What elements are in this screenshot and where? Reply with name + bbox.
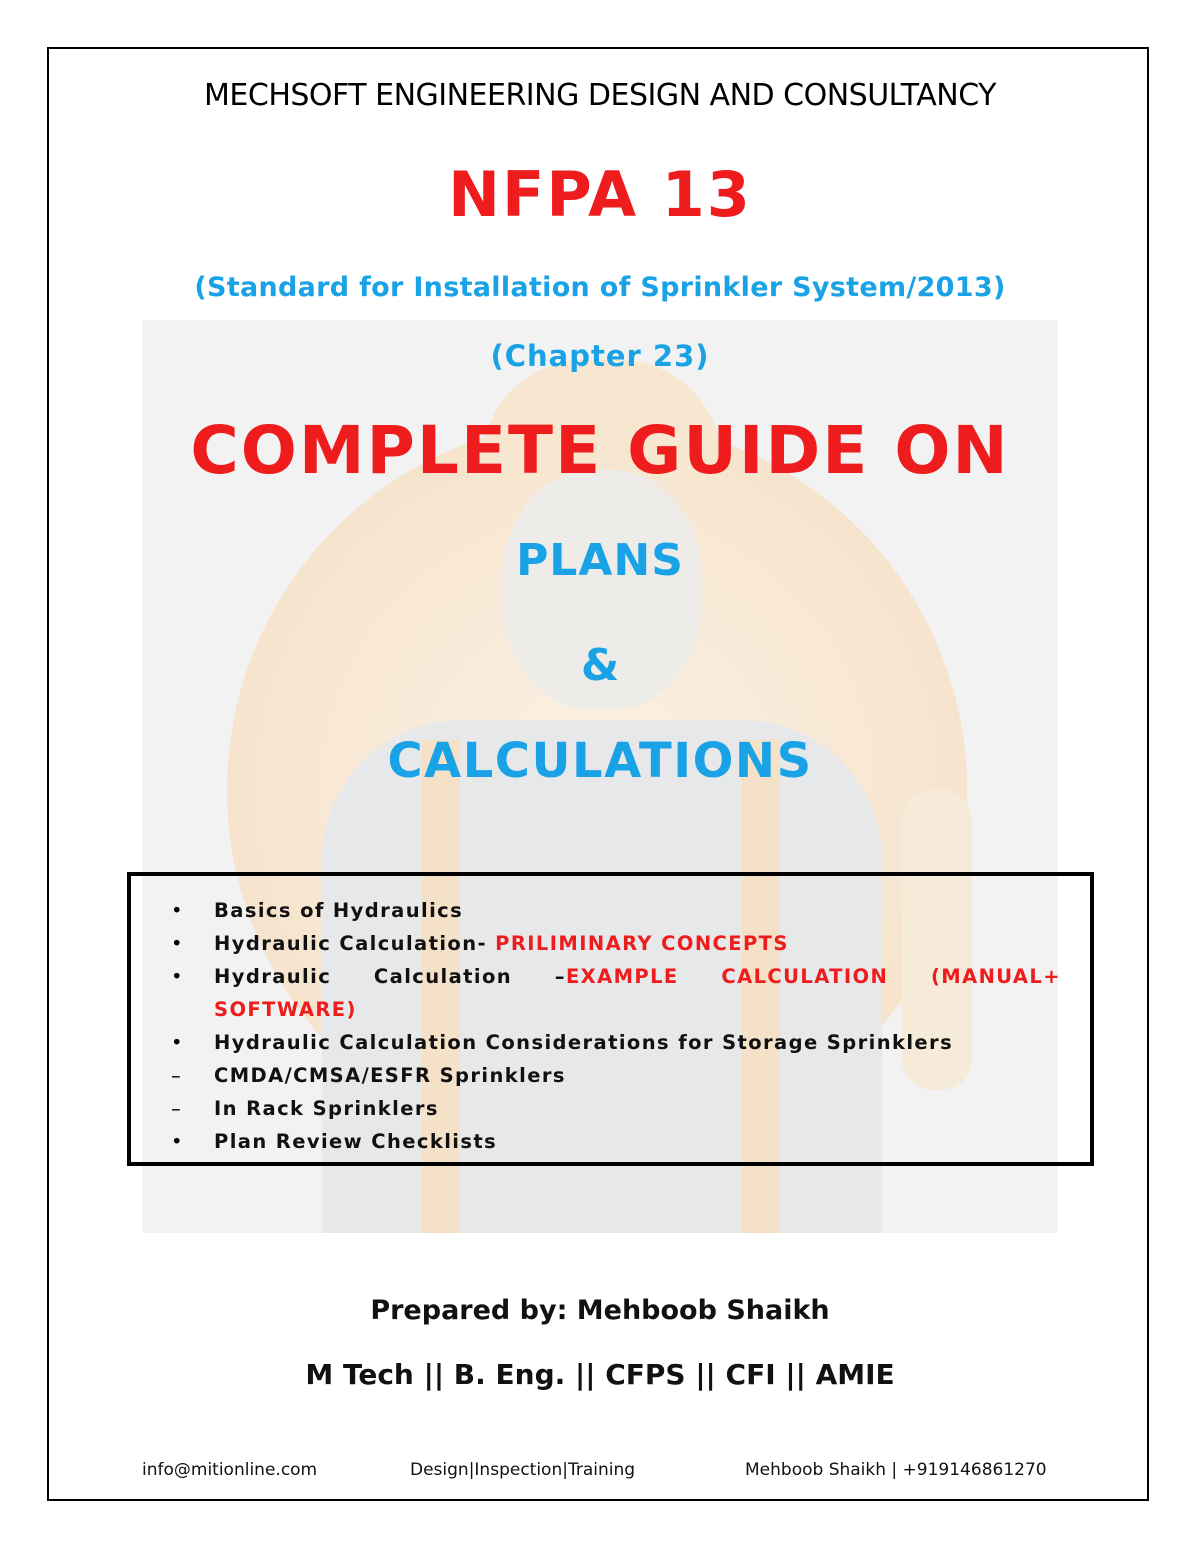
- topic-text: Hydraulic Calculation-: [214, 932, 496, 955]
- standard-code: NFPA 13: [448, 158, 752, 231]
- dash-icon: –: [171, 1064, 183, 1087]
- footer-services: Design|Inspection|Training: [410, 1460, 636, 1480]
- guide-title: COMPLETE GUIDE ON: [190, 412, 1010, 489]
- footer-contact: Mehboob Shaikh | +919146861270: [745, 1460, 1047, 1480]
- bullet-icon: •: [171, 1130, 184, 1153]
- topic-text: In Rack Sprinklers: [214, 1097, 439, 1120]
- topic-subitem: [171, 1092, 1061, 1125]
- topic-item: [171, 1125, 1061, 1158]
- topic-item: [171, 1026, 1061, 1059]
- prepared-by: Prepared by: Mehboob Shaikh: [370, 1295, 830, 1326]
- topic-highlight: EXAMPLE CALCULATION (MANUAL+: [565, 965, 1061, 988]
- dash-icon: –: [171, 1097, 183, 1120]
- topic-item: [171, 960, 1061, 993]
- bullet-icon: •: [171, 932, 184, 955]
- topic-item: [171, 927, 1061, 960]
- bullet-icon: •: [171, 965, 184, 988]
- topic-text: Hydraulic Calculation Considerations for Storage Sprinklers: [214, 1031, 954, 1054]
- plans-title: PLANS: [516, 535, 684, 586]
- company-name: MECHSOFT ENGINEERING DESIGN AND CONSULTANCY: [204, 78, 996, 113]
- bullet-icon: •: [171, 899, 184, 922]
- ampersand: &: [580, 640, 620, 691]
- topic-subitem: [171, 1059, 1061, 1092]
- topic-text: Hydraulic Calculation –: [214, 965, 566, 988]
- topic-item: [171, 894, 1061, 927]
- standard-title: (Standard for Installation of Sprinkler System/2013): [194, 272, 1006, 303]
- footer-email: info@mitionline.com: [142, 1460, 318, 1480]
- topic-highlight-continuation: SOFTWARE): [214, 998, 357, 1021]
- chapter-label: (Chapter 23): [490, 339, 710, 373]
- topic-item-continuation: [171, 993, 1061, 1026]
- author-credentials: M Tech || B. Eng. || CFPS || CFI || AMIE: [305, 1358, 895, 1391]
- bullet-icon: •: [171, 1031, 184, 1054]
- topics-list: [171, 894, 1061, 1158]
- topic-highlight: PRILIMINARY CONCEPTS: [495, 932, 789, 955]
- topic-text: Plan Review Checklists: [214, 1130, 498, 1153]
- topic-text: CMDA/CMSA/ESFR Sprinklers: [214, 1064, 566, 1087]
- topic-text: Basics of Hydraulics: [214, 899, 464, 922]
- topics-box: [127, 872, 1094, 1166]
- calculations-title: CALCULATIONS: [387, 733, 813, 789]
